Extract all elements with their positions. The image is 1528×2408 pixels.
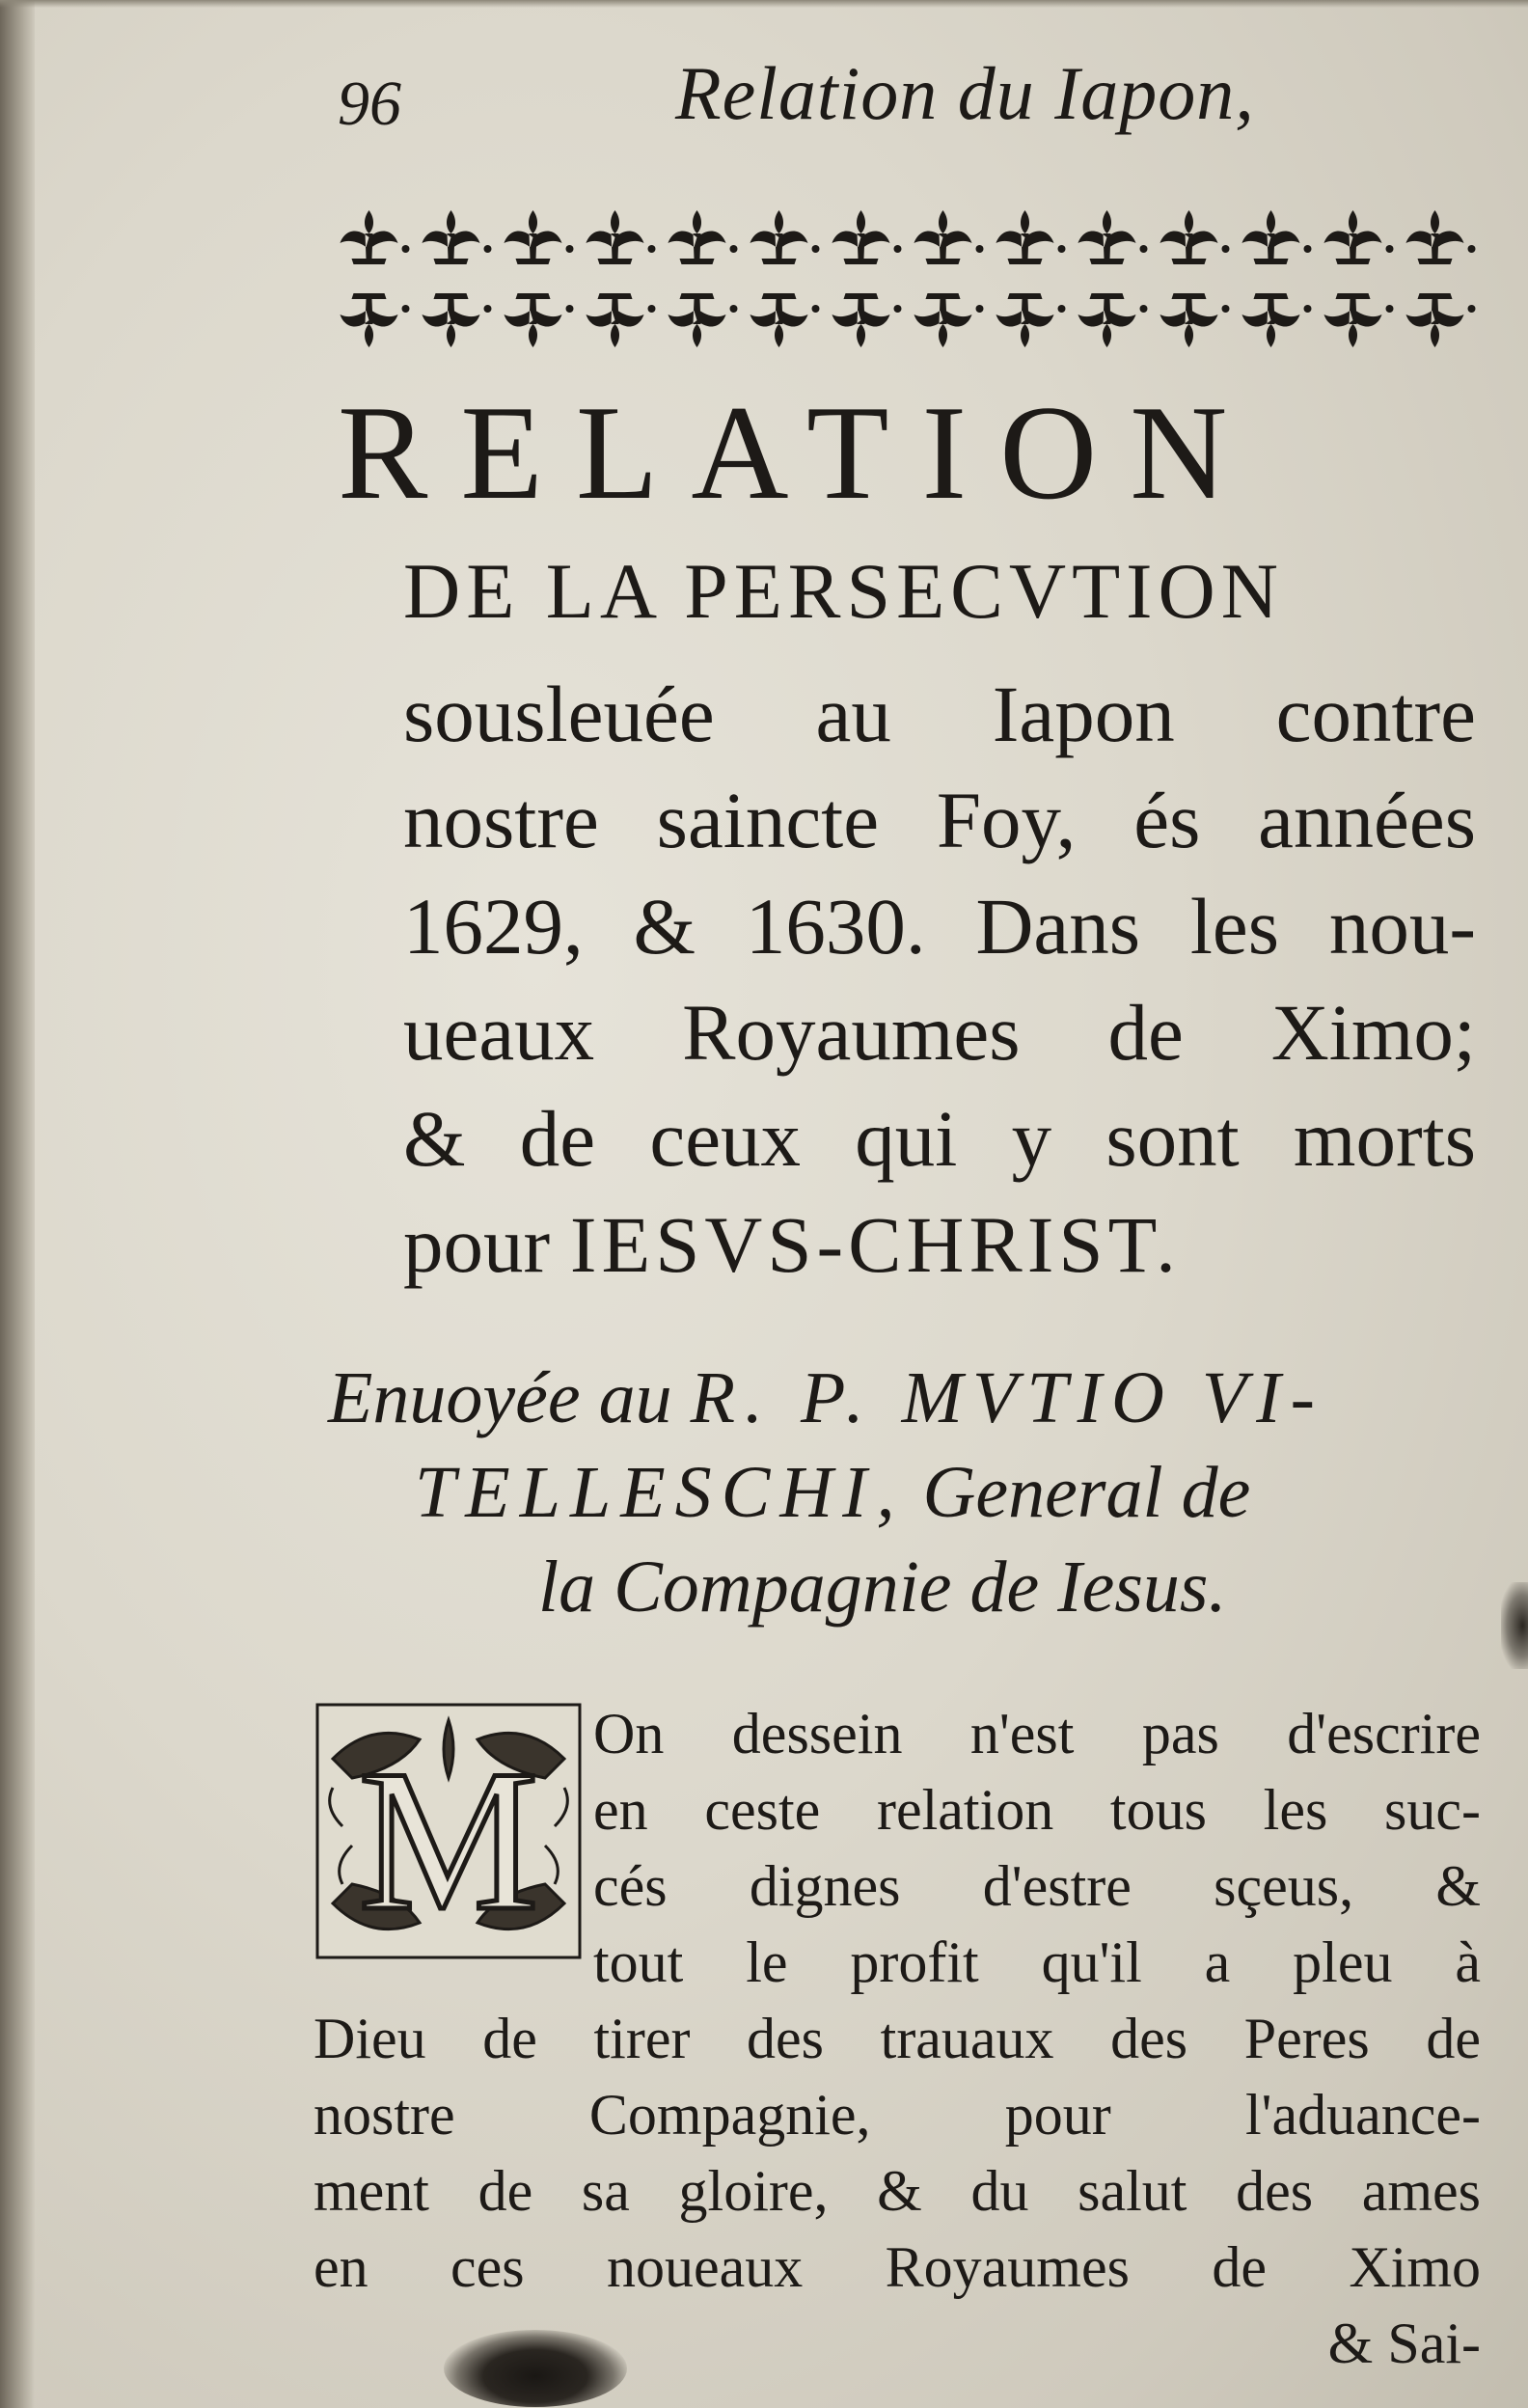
title-line-last [403, 1191, 1476, 1298]
title-last-prefix: pour [403, 1200, 551, 1289]
fleuron-motif [914, 293, 984, 347]
fleuron-motif [996, 210, 1066, 264]
title-last-name: IESVS-CHRIST. [569, 1200, 1181, 1289]
dedication-line-3: la Compagnie de Iesus. [538, 1546, 1227, 1628]
body-line: ment de sa gloire, & du salut des ames [314, 2159, 1481, 2223]
body-line: Dieu de tirer des trauaux des Peres de [314, 2007, 1481, 2070]
fleuron-motif [750, 210, 820, 264]
fleuron-motif [341, 293, 410, 347]
fleuron-motif [1406, 293, 1476, 347]
dedication-l2-caps: TELLESCHI, [415, 1452, 905, 1533]
page-edge-stain [1501, 1582, 1528, 1669]
fleuron-motif [668, 210, 738, 264]
fleuron-motif [1242, 293, 1312, 347]
title-body [403, 661, 1476, 1298]
fleuron-motif [832, 210, 902, 264]
fleuron-motif [505, 210, 574, 264]
body-line: en ceste relation tous les suc- [593, 1778, 1481, 1842]
fleuron-motif [996, 293, 1066, 347]
fleuron-motif [1160, 210, 1230, 264]
dedication [328, 1351, 1476, 1634]
body-line: On dessein n'est pas d'escrire [593, 1702, 1481, 1765]
title-line: & de ceux qui y sont morts [403, 1094, 1476, 1183]
body-line: en ces noueaux Royaumes de Ximo [314, 2235, 1481, 2299]
title-line: nostre saincte Foy, és années [403, 776, 1476, 864]
title-subtitle: DE LA PERSECVTION [403, 547, 1284, 635]
page-binding-shadow [0, 0, 35, 2408]
body-block [314, 1696, 1481, 2391]
fleuron-motif [505, 293, 574, 347]
body-text [314, 1696, 1481, 2382]
title-line: sousleuée au Iapon contre [403, 670, 1476, 758]
fleuron-motif [1160, 293, 1230, 347]
fleuron-motif [1078, 293, 1148, 347]
fleuron-motif [341, 210, 410, 264]
fleuron-motif [423, 210, 492, 264]
fleuron-motif [750, 293, 820, 347]
dedication-l1-italic: Enuoyée au [328, 1357, 672, 1438]
fleuron-motif [832, 293, 902, 347]
body-line-catchword: & Sai- [1327, 2312, 1481, 2375]
fleuron-motif [1324, 210, 1394, 264]
fleuron-motif [1078, 210, 1148, 264]
page-header [328, 46, 1486, 152]
fleuron-border-svg [328, 193, 1476, 367]
page-top-edge [0, 0, 1528, 8]
ink-stain [444, 2330, 627, 2407]
dedication-line-2 [328, 1445, 1476, 1540]
fleuron-border-icon [328, 193, 1476, 367]
page-number: 96 [338, 68, 401, 139]
fleuron-motif [1324, 293, 1394, 347]
title-line: ueaux Royaumes de Ximo; [403, 988, 1476, 1077]
drop-cap-letter: M [358, 1729, 539, 1953]
title-main: RELATION [338, 378, 1261, 528]
fleuron-motif [1406, 210, 1476, 264]
fleuron-motif [668, 293, 738, 347]
fleuron-motif [587, 293, 656, 347]
body-line: nostre Compagnie, pour l'aduance- [314, 2083, 1481, 2147]
body-line: tout le profit qu'il a pleu à [593, 1930, 1481, 1994]
dedication-l1-caps: R. P. MVTIO VI- [690, 1357, 1324, 1438]
fleuron-motif [914, 210, 984, 264]
fleuron-motif [423, 293, 492, 347]
dedication-line-1 [328, 1351, 1476, 1445]
running-head: Relation du Iapon, [675, 51, 1255, 135]
dedication-l2-italic: General de [922, 1452, 1251, 1533]
body-line: cés dignes d'estre sçeus, & [593, 1854, 1481, 1918]
fleuron-motif [1242, 210, 1312, 264]
title-line: 1629, & 1630. Dans les nou- [403, 882, 1476, 971]
fleuron-motif [587, 210, 656, 264]
